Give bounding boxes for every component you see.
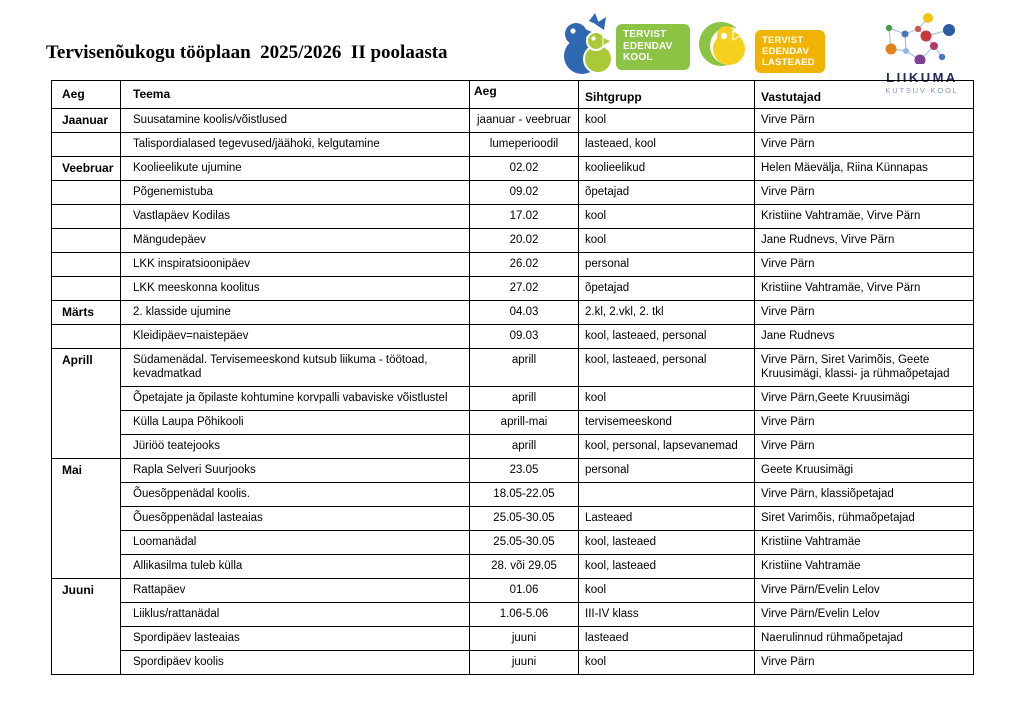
cell-vastutajad: Jane Rudnevs, Virve Pärn <box>755 229 974 253</box>
page-title: Tervisenõukogu tööplaan 2025/2026 II poolaasta <box>46 42 448 63</box>
cell-vastutajad: Jane Rudnevs <box>755 325 974 349</box>
table-row <box>52 301 974 325</box>
cell-month: Juuni <box>52 579 121 675</box>
cell-vastutajad: Siret Varimõis, rühmaõpetajad <box>755 507 974 531</box>
cell-aeg: 20.02 <box>470 229 579 253</box>
cell-sihtgrupp: kool, lasteaed <box>579 531 755 555</box>
workplan-table <box>51 80 974 675</box>
cell-month: Jaanuar <box>52 109 121 133</box>
cell-aeg: juuni <box>470 651 579 675</box>
table-row <box>52 507 974 531</box>
cell-sihtgrupp: kool <box>579 651 755 675</box>
birds-icon <box>562 12 614 74</box>
cell-month <box>52 253 121 277</box>
cell-teema: Vastlapäev Kodilas <box>121 205 470 229</box>
column-header-3: Sihtgrupp <box>579 81 755 109</box>
cell-aeg: 01.06 <box>470 579 579 603</box>
cell-sihtgrupp: personal <box>579 253 755 277</box>
cell-vastutajad: Virve Pärn/Evelin Lelov <box>755 579 974 603</box>
table-row <box>52 325 974 349</box>
cell-teema: Õpetajate ja õpilaste kohtumine korvpalli vabaviske võistlustel <box>121 387 470 411</box>
column-header-4: Vastutajad <box>755 81 974 109</box>
cell-teema: Kleidipäev=naistepäev <box>121 325 470 349</box>
tervist-edendav-kool-label <box>616 24 690 70</box>
network-icon <box>874 8 970 64</box>
table-row <box>52 411 974 435</box>
cell-teema: Spordipäev koolis <box>121 651 470 675</box>
logo-label-line: LASTEAED <box>762 57 815 68</box>
cell-sihtgrupp: kool, lasteaed <box>579 555 755 579</box>
cell-teema: Suusatamine koolis/võistlused <box>121 109 470 133</box>
cell-aeg: aprill <box>470 435 579 459</box>
cell-aeg: 26.02 <box>470 253 579 277</box>
cell-teema: Spordipäev lasteaias <box>121 627 470 651</box>
cell-sihtgrupp: kool, lasteaed, personal <box>579 349 755 387</box>
cell-aeg: aprill <box>470 387 579 411</box>
table-row <box>52 181 974 205</box>
table-row <box>52 603 974 627</box>
table-container <box>51 80 974 675</box>
cell-month <box>52 205 121 229</box>
liikuma-logo-subtitle: KUTSUV KOOL <box>885 86 959 95</box>
cell-sihtgrupp: kool <box>579 229 755 253</box>
cell-aeg: aprill-mai <box>470 411 579 435</box>
cell-aeg: 18.05-22.05 <box>470 483 579 507</box>
cell-sihtgrupp: 2.kl, 2.vkl, 2. tkl <box>579 301 755 325</box>
table-row <box>52 627 974 651</box>
cell-month <box>52 133 121 157</box>
table-row <box>52 387 974 411</box>
logo-label-line: EDENDAV <box>762 46 810 57</box>
cell-vastutajad: Kristiine Vahtramäe, Virve Pärn <box>755 277 974 301</box>
cell-teema: Õuesõppenädal lasteaias <box>121 507 470 531</box>
table-row <box>52 349 974 387</box>
cell-aeg: 28. või 29.05 <box>470 555 579 579</box>
cell-month: Mai <box>52 459 121 579</box>
cell-teema: Jüriöö teatejooks <box>121 435 470 459</box>
cell-teema: Südamenädal. Tervisemeeskond kutsub liikuma - töötoad, kevadmatkad <box>121 349 470 387</box>
column-header-2: Aeg <box>470 81 579 109</box>
cell-aeg: 25.05-30.05 <box>470 531 579 555</box>
cell-teema: Külla Laupa Põhikooli <box>121 411 470 435</box>
cell-sihtgrupp: õpetajad <box>579 277 755 301</box>
column-header-1: Teema <box>121 81 470 109</box>
logo-label-line: TERVIST <box>762 35 804 46</box>
table-row <box>52 579 974 603</box>
cell-month <box>52 229 121 253</box>
cell-vastutajad: Kristiine Vahtramäe, Virve Pärn <box>755 205 974 229</box>
table-row <box>52 483 974 507</box>
cell-vastutajad: Virve Pärn,Geete Kruusimägi <box>755 387 974 411</box>
cell-vastutajad: Virve Pärn <box>755 109 974 133</box>
cell-sihtgrupp: õpetajad <box>579 181 755 205</box>
cell-vastutajad: Kristiine Vahtramäe <box>755 531 974 555</box>
table-row <box>52 651 974 675</box>
cell-teema: Rattapäev <box>121 579 470 603</box>
cell-aeg: aprill <box>470 349 579 387</box>
cell-sihtgrupp: kool <box>579 109 755 133</box>
cell-sihtgrupp: III-IV klass <box>579 603 755 627</box>
cell-sihtgrupp: personal <box>579 459 755 483</box>
cell-sihtgrupp: koolieelikud <box>579 157 755 181</box>
cell-vastutajad: Kristiine Vahtramäe <box>755 555 974 579</box>
cell-vastutajad: Virve Pärn <box>755 411 974 435</box>
cell-vastutajad: Virve Pärn <box>755 651 974 675</box>
cell-aeg: 09.02 <box>470 181 579 205</box>
cell-vastutajad: Geete Kruusimägi <box>755 459 974 483</box>
cell-teema: Allikasilma tuleb külla <box>121 555 470 579</box>
cell-teema: LKK meeskonna koolitus <box>121 277 470 301</box>
cell-teema: Liiklus/rattanädal <box>121 603 470 627</box>
cell-teema: Põgenemistuba <box>121 181 470 205</box>
cell-teema: Rapla Selveri Suurjooks <box>121 459 470 483</box>
logo-label-line: TERVIST <box>623 29 667 40</box>
cell-teema: Õuesõppenädal koolis. <box>121 483 470 507</box>
cell-aeg: 27.02 <box>470 277 579 301</box>
cell-sihtgrupp: kool <box>579 579 755 603</box>
table-row <box>52 253 974 277</box>
cell-sihtgrupp: kool, lasteaed, personal <box>579 325 755 349</box>
cell-aeg: jaanuar - veebruar <box>470 109 579 133</box>
tervist-edendav-kool-logo <box>562 12 690 74</box>
cell-aeg: 17.02 <box>470 205 579 229</box>
cell-sihtgrupp: Lasteaed <box>579 507 755 531</box>
cell-vastutajad: Virve Pärn <box>755 181 974 205</box>
cell-vastutajad: Virve Pärn <box>755 435 974 459</box>
cell-sihtgrupp: kool, personal, lapsevanemad <box>579 435 755 459</box>
table-row <box>52 555 974 579</box>
cell-month: Aprill <box>52 349 121 459</box>
cell-vastutajad: Virve Pärn, klassiõpetajad <box>755 483 974 507</box>
cell-teema: Mängudepäev <box>121 229 470 253</box>
table-row <box>52 157 974 181</box>
cell-teema: LKK inspiratsioonipäev <box>121 253 470 277</box>
logo-label-line: KOOL <box>623 52 653 63</box>
tervist-edendav-lasteaed-label <box>755 30 825 73</box>
column-header-0: Aeg <box>52 81 121 109</box>
cell-month <box>52 325 121 349</box>
cell-vastutajad: Virve Pärn <box>755 301 974 325</box>
cell-sihtgrupp <box>579 483 755 507</box>
chick-icon <box>697 16 755 74</box>
cell-sihtgrupp: kool <box>579 387 755 411</box>
liikuma-logo-title: LIIKUMA <box>886 70 958 85</box>
cell-aeg: 02.02 <box>470 157 579 181</box>
cell-month <box>52 277 121 301</box>
cell-aeg: 25.05-30.05 <box>470 507 579 531</box>
cell-teema: Koolieelikute ujumine <box>121 157 470 181</box>
table-row <box>52 109 974 133</box>
cell-vastutajad: Virve Pärn/Evelin Lelov <box>755 603 974 627</box>
cell-sihtgrupp: lasteaed, kool <box>579 133 755 157</box>
cell-sihtgrupp: lasteaed <box>579 627 755 651</box>
cell-aeg: 09.03 <box>470 325 579 349</box>
logo-label-line: EDENDAV <box>623 40 673 52</box>
tervist-edendav-lasteaed-logo <box>697 16 825 74</box>
cell-vastutajad: Virve Pärn, Siret Varimõis, Geete Kruusimägi, klassi- ja rühmaõpetajad <box>755 349 974 387</box>
table-row <box>52 531 974 555</box>
table-row <box>52 435 974 459</box>
table-row <box>52 229 974 253</box>
cell-vastutajad: Helen Mäevälja, Riina Künnapas <box>755 157 974 181</box>
cell-sihtgrupp: tervisemeeskond <box>579 411 755 435</box>
cell-aeg: 23.05 <box>470 459 579 483</box>
table-row <box>52 205 974 229</box>
cell-aeg: juuni <box>470 627 579 651</box>
cell-teema: Loomanädal <box>121 531 470 555</box>
cell-sihtgrupp: kool <box>579 205 755 229</box>
cell-aeg: 1.06-5.06 <box>470 603 579 627</box>
header-row <box>52 81 974 109</box>
cell-month <box>52 181 121 205</box>
cell-teema: Talispordialased tegevused/jäähoki, kelgutamine <box>121 133 470 157</box>
cell-vastutajad: Virve Pärn <box>755 133 974 157</box>
cell-vastutajad: Virve Pärn <box>755 253 974 277</box>
cell-aeg: 04.03 <box>470 301 579 325</box>
cell-aeg: lumeperioodil <box>470 133 579 157</box>
table-row <box>52 459 974 483</box>
cell-vastutajad: Naerulinnud rühmaõpetajad <box>755 627 974 651</box>
cell-month: Märts <box>52 301 121 325</box>
table-row <box>52 277 974 301</box>
cell-teema: 2. klasside ujumine <box>121 301 470 325</box>
table-row <box>52 133 974 157</box>
cell-month: Veebruar <box>52 157 121 181</box>
